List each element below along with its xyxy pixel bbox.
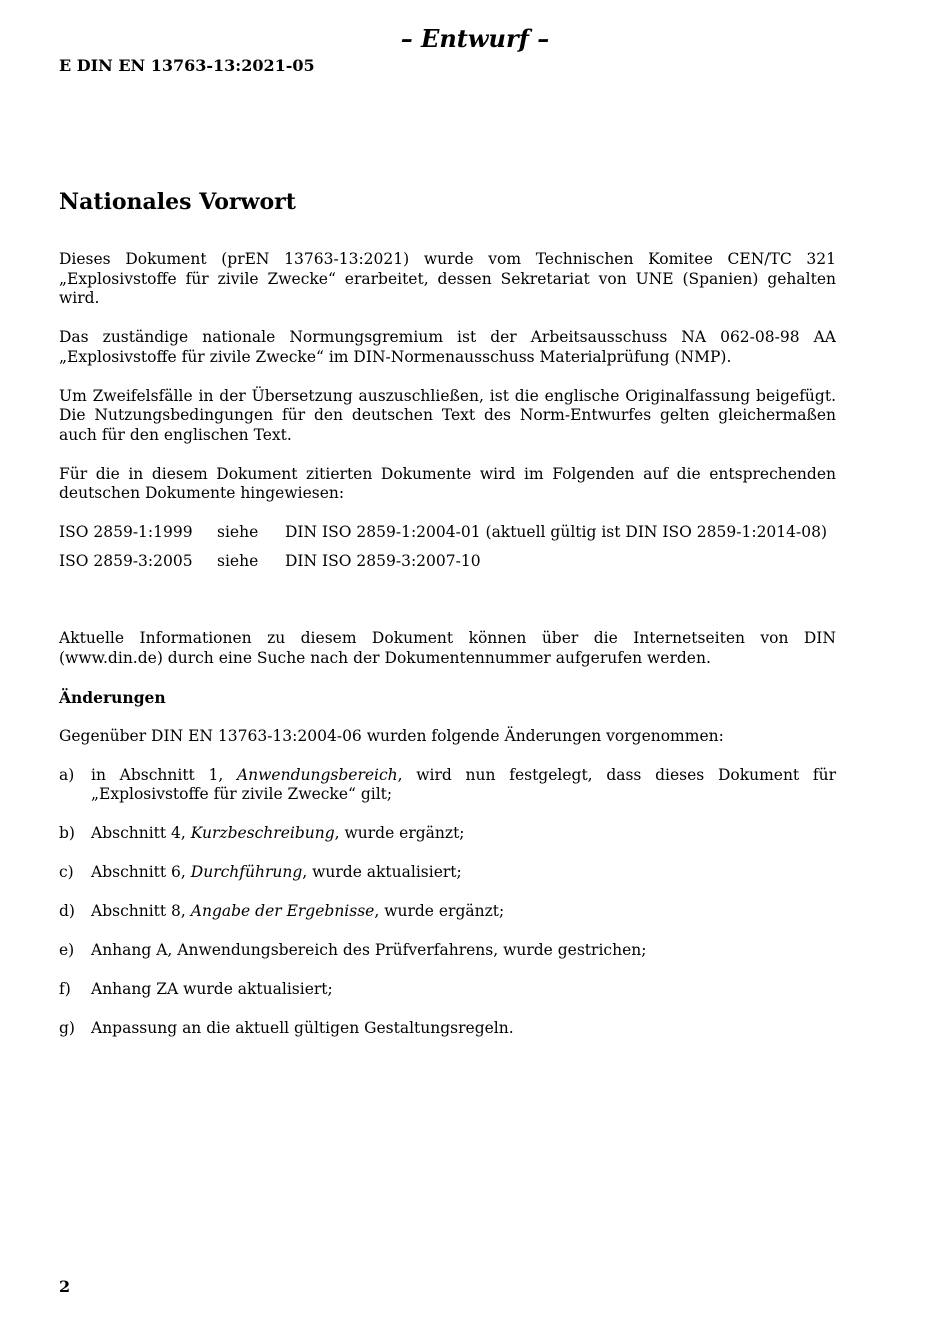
changes-intro: Gegenüber DIN EN 13763-13:2004-06 wurden folgende Änderungen vorgenommen: [59, 726, 724, 745]
list-item [59, 941, 836, 961]
list-text: Anhang ZA wurde aktualisiert; [91, 980, 333, 998]
paragraph: Um Zweifelsfälle in der Übersetzung auszuschließen, ist die englische Originalfassung beigefügt. Die Nutzungsbedingungen für den deutschen Text des Norm-Entwurfes gelten gleichermaßen auch für den englischen Text. [59, 386, 836, 444]
list-letter: f) [59, 980, 71, 998]
reference-table [59, 523, 836, 572]
document-id: E DIN EN 13763-13:2021-05 [59, 56, 315, 75]
list-item [59, 902, 836, 922]
list-item [59, 863, 836, 883]
din-reference: DIN ISO 2859-1:2004-01 (aktuell gültig ist DIN ISO 2859-1:2014-08) [285, 523, 828, 541]
info-paragraph: Aktuelle Informationen zu diesem Dokument können über die Internetseiten von DIN (www.din.de) durch eine Suche nach der Dokumentennummer aufgerufen werden. [59, 629, 836, 667]
list-text: Abschnitt 8, Angabe der Ergebnisse, wurde ergänzt; [91, 902, 505, 920]
din-reference: DIN ISO 2859-3:2007-10 [285, 552, 481, 570]
page-number: 2 [59, 1277, 71, 1296]
section-title: Nationales Vorwort [59, 189, 296, 215]
iso-reference: ISO 2859-1:1999 [59, 523, 193, 541]
changes-heading: Änderungen [59, 687, 166, 707]
reference-relation: siehe [217, 523, 259, 541]
changes-list [59, 766, 836, 1039]
list-letter: e) [59, 941, 75, 959]
list-letter: c) [59, 863, 74, 881]
iso-reference: ISO 2859-3:2005 [59, 552, 193, 570]
list-text: Anhang A, Anwendungsbereich des Prüfverfahrens, wurde gestrichen; [91, 941, 647, 959]
list-text: Anpassung an die aktuell gültigen Gestaltungsregeln. [91, 1019, 514, 1037]
paragraph: Für die in diesem Dokument zitierten Dokumente wird im Folgenden auf die entsprechenden deutschen Dokumente hingewiesen: [59, 464, 836, 502]
list-letter: a) [59, 765, 75, 784]
draft-mark: – Entwurf – [400, 24, 550, 53]
reference-row [59, 552, 836, 572]
page-content [59, 188, 836, 1058]
list-item [59, 980, 836, 1000]
list-text: Abschnitt 6, Durchführung, wurde aktualisiert; [91, 863, 462, 881]
reference-relation: siehe [217, 552, 259, 570]
list-item [59, 824, 836, 844]
list-letter: d) [59, 902, 75, 920]
list-item [59, 766, 836, 805]
paragraph: Das zuständige nationale Normungsgremium ist der Arbeitsausschuss NA 062-08-98 AA „Explosivstoffe für zivile Zwecke“ im DIN-Normenausschuss Materialprüfung (NMP). [59, 328, 836, 366]
list-text: Abschnitt 4, Kurzbeschreibung, wurde ergänzt; [91, 824, 465, 842]
paragraph: Dieses Dokument (prEN 13763-13:2021) wurde vom Technischen Komitee CEN/TC 321 „Explosivstoffe für zivile Zwecke“ erarbeitet, dessen Sekretariat von UNE (Spanien) gehalten wird. [59, 250, 836, 307]
list-text: in Abschnitt 1, Anwendungsbereich, wird nun festgelegt, dass dieses Dokument für „Explosivstoffe für zivile Zwecke“ gilt; [91, 765, 836, 803]
reference-row [59, 523, 836, 543]
list-letter: g) [59, 1019, 75, 1037]
list-item [59, 1019, 836, 1039]
list-letter: b) [59, 824, 75, 842]
spacer [59, 581, 836, 629]
